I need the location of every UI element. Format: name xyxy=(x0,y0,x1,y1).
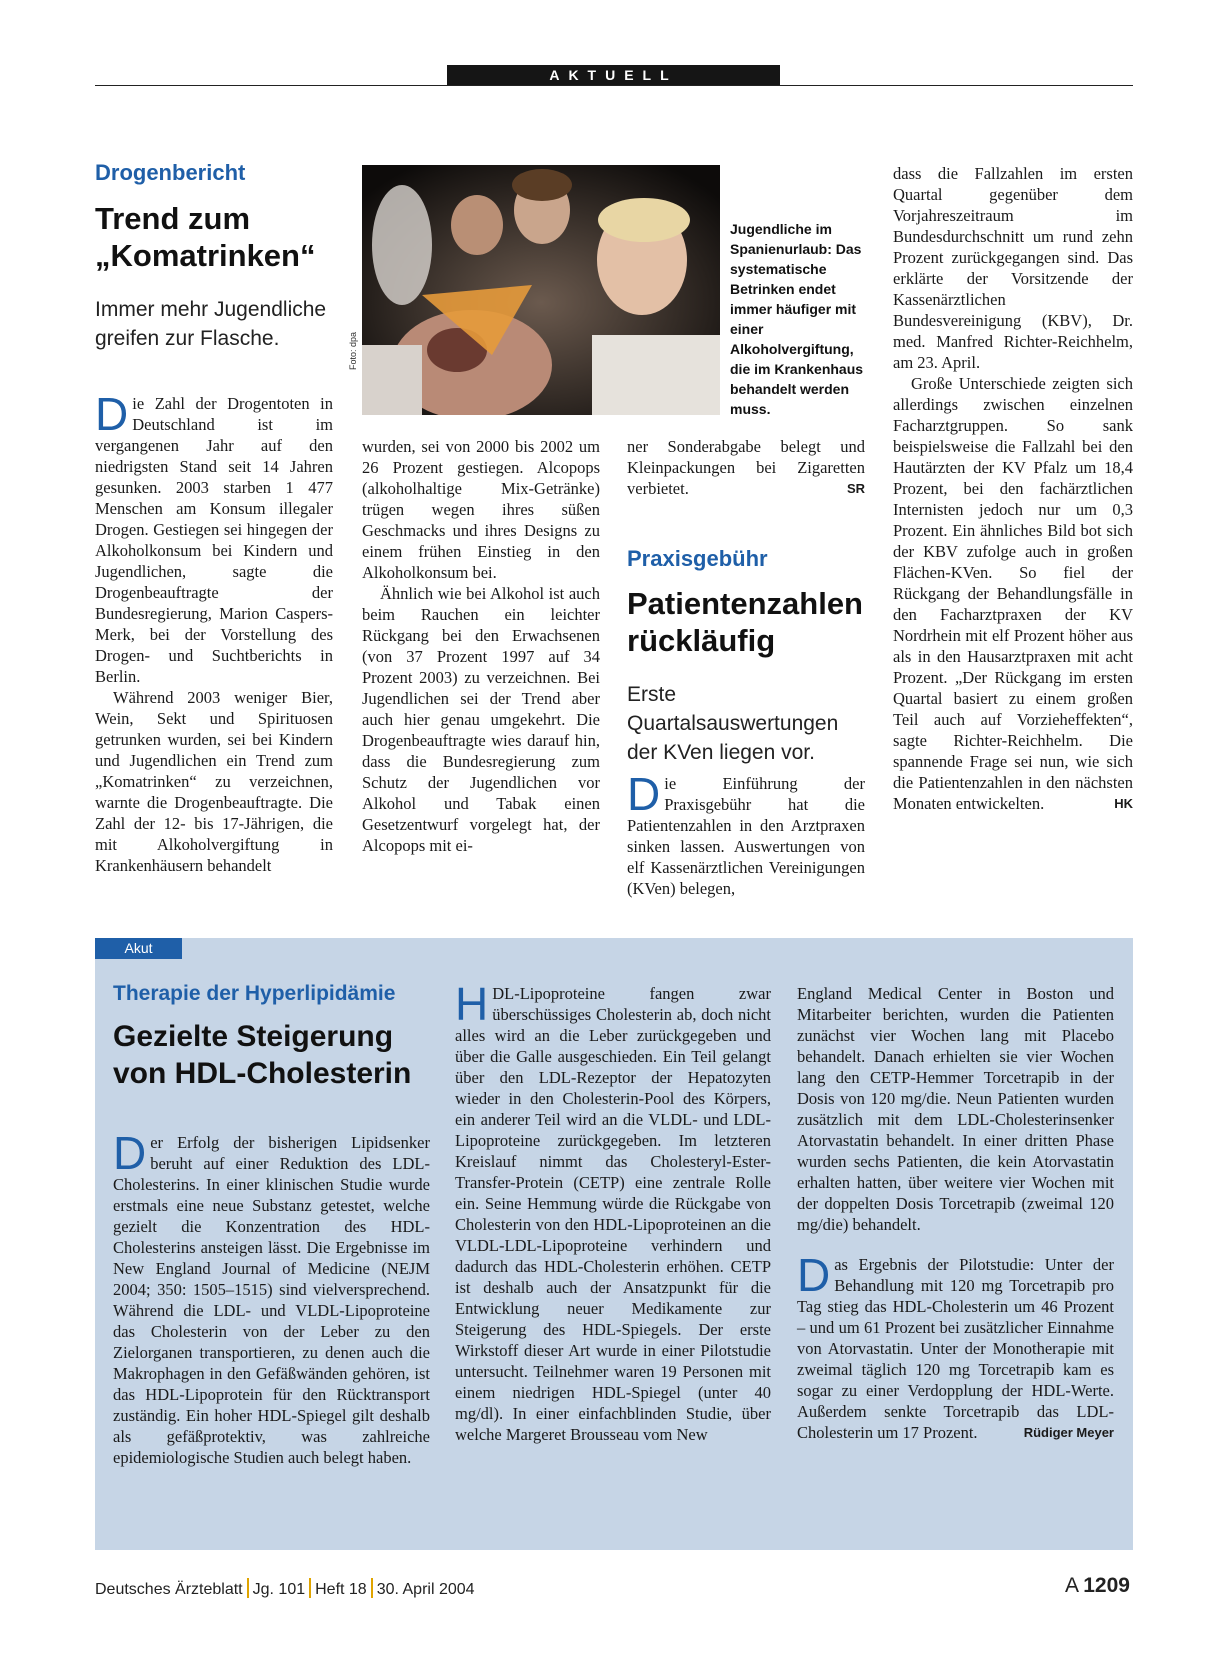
page-number-value: 1209 xyxy=(1083,1574,1130,1597)
box-headline: Gezielte Steigerung von HDL-Cholesterin xyxy=(113,1020,412,1090)
journal-date: 30. April 2004 xyxy=(376,1581,475,1598)
footer xyxy=(95,1578,475,1599)
article1-paragraph-2: Während 2003 weniger Bier, Wein, Sekt und Spirituosen getrunken wurden, sei bei Kindern und Jugendlichen ein Trend zum „Komatrinken“ zu verzeichnen, warnte die Drogenbeauftragte. Die Zahl der 12- bis 17-Jährigen, die mit Alkoholvergiftung in Krankenhäusern behandelt xyxy=(95,688,333,875)
article2-paragraph-3: Große Unterschiede zeigten sich allerdings zwischen einzelnen Facharztgruppen. So sank beispielsweise die Fallzahl bei den Hautärzten der KV Pfalz um 18,4 Prozent, bei den fachärztlichen Internisten jedoch nur um 0,3 Prozent. Ein ähnliches Bild bot sich der KBV zufolge auch in großen Flächen-KVen. So fiel der Rückgang der Behandlungsfälle in den Facharztpraxen der KV Nordrhein mit elf Prozent höher aus als in den Hausarztpraxen mit acht Prozent. „Der Rückgang im ersten Quartal basiert zu einem großen Teil auch auf Vorzieheffekten“, sagte Richter-Reichhelm. Die spannende Frage sei nun, wie sich die Patientenzahlen in den nächsten Monaten entwickelten. xyxy=(893,374,1133,813)
journal-name: Deutsches Ärzteblatt xyxy=(95,1581,243,1598)
article1-column-3 xyxy=(627,436,865,499)
box-signature: Rüdiger Meyer xyxy=(1023,1425,1114,1440)
article2-kicker: Praxisgebühr xyxy=(627,546,768,571)
dropcap: H xyxy=(455,978,489,1030)
article1-paragraph-1: ie Zahl der Drogentoten in Deutschland ist im vergangenen Jahr auf den niedrigsten Stand seit 14 Jahren gesunken. 2003 starben 1 477 Menschen am Konsum illegaler Drogen. Gestiegen sei hingegen der Alkoholkonsum bei Kindern und Jugendlichen, sagte die Drogenbeauftragte der Bundesregierung, Marion Caspers-Merk, bei der Vorstellung des Drogen- und Suchtberichts in Berlin. xyxy=(95,394,333,686)
box-paragraph-3: England Medical Center in Boston und Mitarbeiter berichten, wurden die Patienten zunächst vier Wochen lang mit Placebo behandelt. Danach erhielten sie vier Wochen lang den CETP-Hemmer Torcetrapib in der Dosis von 120 mg/die. Neun Patienten wurden zusätzlich mit dem LDL-Cholesterinsenker Atorvastatin behandelt. In einer dritten Phase wurden sechs Patienten, die kein Atorvastatin erhalten hatten, über weitere vier Wochen mit der doppelten Dosis Torcetrapib (zweimal 120 mg/die) behandelt. xyxy=(797,984,1114,1234)
article1-column-2 xyxy=(362,436,600,856)
journal-volume: Jg. 101 xyxy=(252,1581,306,1598)
article2-paragraph-1: ie Einführung der Praxisgebühr hat die Patientenzahlen in den Arztpraxen sinken lassen. Auswertungen von elf Kassenärztlichen Vereinigungen (KVen) belegen, xyxy=(627,774,865,898)
article1-column-1 xyxy=(95,388,333,876)
article2-signature: HK xyxy=(1114,796,1133,811)
box-paragraph-1: er Erfolg der bisherigen Lipidsenker beruht auf einer Reduktion des LDL-Cholesterins. In einer klinischen Studie wurde erstmals eine neue Substanz getestet, welche gezielt die Konzentration des HDL-Cholesterins ansteigen lässt. Die Ergebnisse im New England Journal of Medicine (NEJM 2004; 350: 1505–1515) sind vielversprechend. Während die LDL- und VLDL-Lipoproteine das Cholesterin von der Leber zu den Zielorganen transportieren, zu denen auch die Makrophagen in den Gefäßwänden gehören, ist das HDL-Lipoprotein für den Rücktransport zuständig. Ein hoher HDL-Spiegel gilt deshalb als gefäßprotektiv, was zahlreiche epidemiologische Studien auch belegt haben. xyxy=(113,1133,430,1467)
article1-paragraph-5: ner Sonderabgabe belegt und Kleinpackungen bei Zigaretten verbietet. xyxy=(627,437,865,498)
article2-column-4 xyxy=(893,163,1133,814)
box-column-1 xyxy=(113,1127,430,1468)
page-number xyxy=(1065,1574,1130,1598)
footer-separator xyxy=(247,1578,249,1598)
dropcap: D xyxy=(113,1127,147,1179)
page-prefix: A xyxy=(1065,1574,1080,1597)
article1-kicker: Drogenbericht xyxy=(95,160,246,185)
article2-paragraph-2: dass die Fallzahlen im ersten Quartal gegenüber dem Vorjahreszeitraum im Bundesdurchschnitt um rund zehn Prozent zurückgegangen sind. Das erklärte der Vorsitzende der Kassenärztlichen Bundesvereinigung (KBV), Dr. med. Manfred Richter-Reichhelm, am 23. April. xyxy=(893,164,1133,372)
party-photo xyxy=(362,165,720,415)
box-kicker: Therapie der Hyperlipidämie xyxy=(113,982,396,1005)
dropcap: D xyxy=(95,388,129,440)
dropcap: D xyxy=(627,768,661,820)
footer-separator xyxy=(309,1578,311,1598)
box-column-2 xyxy=(455,978,771,1445)
box-paragraph-2: DL-Lipoproteine fangen zwar überschüssiges Cholesterin ab, doch nicht alles wird an die Leber zurückgegeben und über die Galle ausgeschieden. Ein Teil gelangt über den LDL-Rezeptor der Hepatozyten wieder in den Cholesterin-Pool des Körpers, ein anderer Teil wird an die VLDL- und LDL-Lipoproteine zurückgegeben. Im letzteren Kreislauf nimmt das Cholesteryl-Ester-Transfer-Protein (CETP) eine zentrale Rolle ein. Seine Hemmung würde die Rückgabe von Cholesterin von den HDL-Lipoproteinen an die VLDL-LDL-Lipoproteine verhindern und dadurch das HDL-Cholesterin erhöhen. CETP ist deshalb auch der Ansatzpunkt für die Entwicklung neuer Medikamente zur Steigerung des HDL-Spiegels. Der erste Wirkstoff dieser Art wurde in einer Pilotstudie untersucht. Teilnehmer waren 19 Personen mit einem niedrigen HDL-Spiegel (unter 40 mg/dl). In einer einfachblinden Studie, über welche Margeret Brousseau vom New xyxy=(455,984,771,1444)
article1-paragraph-3: wurden, sei von 2000 bis 2002 um 26 Prozent gestiegen. Alcopops (alkoholhaltige Mix-Getränke) trügen wegen ihres süßen Geschmacks und ihres Designs zu einem frühen Einstieg in den Alkoholkonsum bei. xyxy=(362,437,600,582)
article2-column-3 xyxy=(627,768,865,899)
article1-deck: Immer mehr Jugendliche greifen zur Flasche. xyxy=(95,298,327,350)
journal-issue: Heft 18 xyxy=(315,1581,367,1598)
article1-headline: Trend zum „Komatrinken“ xyxy=(95,201,316,273)
article1-paragraph-4: Ähnlich wie bei Alkohol ist auch beim Rauchen ein leichter Rückgang bei den Erwachsenen (von 37 Prozent 1997 auf 34 Prozent 2003) zu verzeichnen. Bei Jugendlichen sei der Trend aber auch hier genau umgekehrt. Die Drogenbeauftragte wies darauf hin, dass die Bundesregierung zum Schutz der Jugendlichen vor Alkohol und Tabak einen Gesetzentwurf vorgelegt hat, der Alcopops mit ei- xyxy=(362,584,600,855)
section-label: AKTUELL xyxy=(447,65,780,85)
footer-separator xyxy=(371,1578,373,1598)
box-column-3 xyxy=(797,983,1114,1443)
photo-caption: Jugendliche im Spanienurlaub: Das systematische Betrinken endet immer häufiger mit einer Alkoholvergiftung, die im Krankenhaus behandelt werden muss. xyxy=(730,221,864,417)
article1-signature: SR xyxy=(846,481,865,496)
photo-credit: Foto: dpa xyxy=(348,331,358,370)
article2-deck: Erste Quartalsauswertungen der KVen liegen vor. xyxy=(627,683,839,764)
article2-headline: Patientenzahlen rückläufig xyxy=(627,586,863,658)
box-tag: Akut xyxy=(95,938,182,959)
header-rule xyxy=(95,85,1133,86)
box-paragraph-4: as Ergebnis der Pilotstudie: Unter der Behandlung mit 120 mg Torcetrapib pro Tag stieg das HDL-Cholesterin um 46 Prozent – und um 61 Prozent bei zusätzlicher Einnahme von Atorvastatin. Unter der Monotherapie mit zweimal täglich 120 mg Torcetrapib kam es sogar zu einer Verdopplung der HDL-Werte. Außerdem senkte Torcetrapib das LDL-Cholesterin um 17 Prozent. xyxy=(797,1255,1114,1442)
dropcap: D xyxy=(797,1249,831,1301)
